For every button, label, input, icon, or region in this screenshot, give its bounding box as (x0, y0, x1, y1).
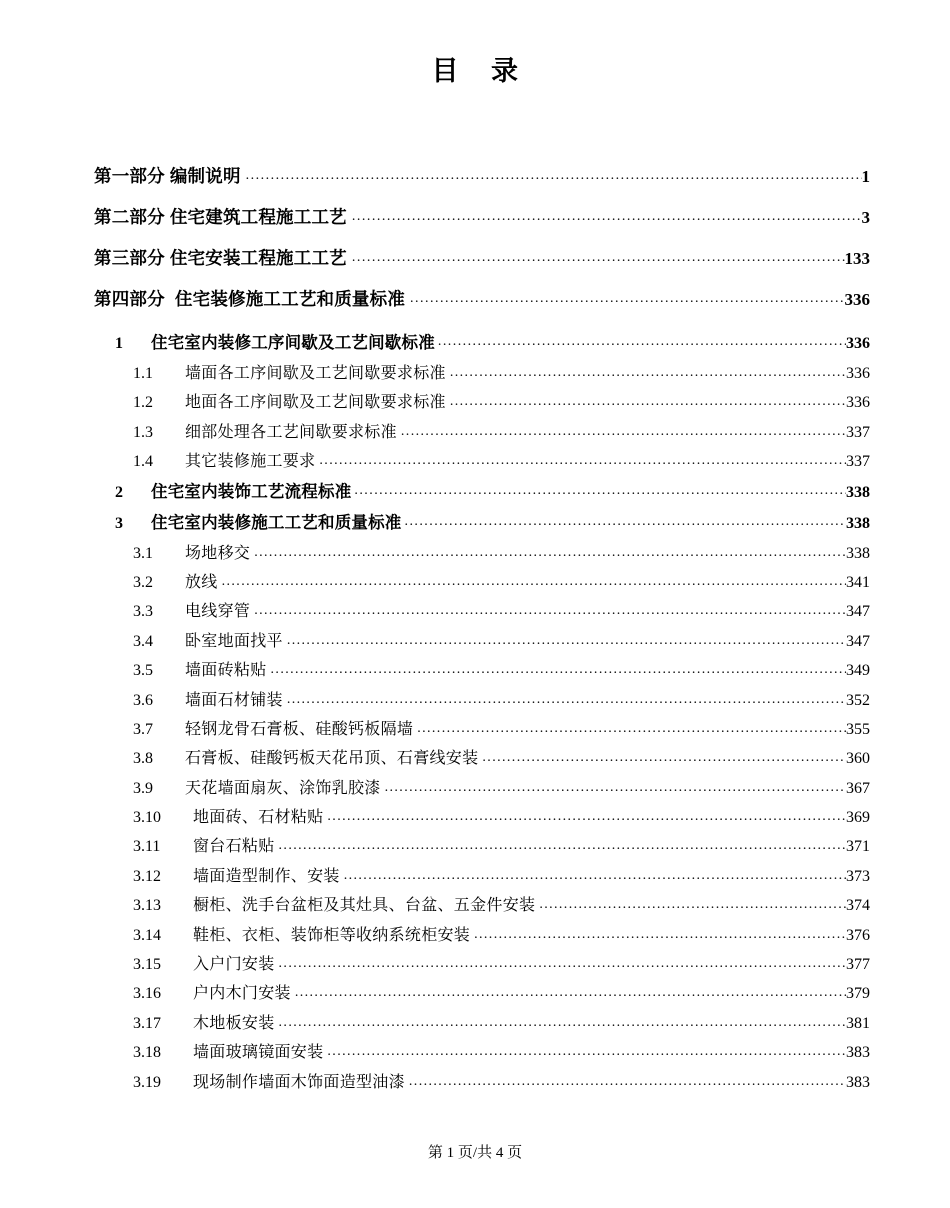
toc-dot-leader (478, 751, 846, 765)
toc-entry-title: 住宅室内装修施工工艺和质量标准 (151, 513, 402, 532)
toc-dot-leader (446, 366, 846, 380)
toc-dot-leader (405, 292, 844, 306)
toc-dot-leader (241, 169, 862, 183)
toc-entry-page-number: 383 (846, 1044, 870, 1062)
toc-entry-number: 3.19 (133, 1073, 161, 1091)
toc-dot-leader (291, 986, 846, 1000)
toc-dot-leader (323, 810, 846, 824)
toc-entry-page-number: 1 (861, 167, 870, 186)
toc-entry-title: 第一部分 编制说明 (94, 166, 241, 186)
toc-entry-page-number: 383 (846, 1073, 870, 1091)
toc-entry-title: 墙面各工序间歇及工艺间歇要求标准 (185, 365, 446, 382)
toc-dot-leader (535, 898, 846, 912)
toc-entry-number: 3.3 (133, 603, 153, 621)
toc-dot-leader (323, 1045, 846, 1059)
toc-dot-leader (405, 1075, 846, 1089)
toc-dot-leader (347, 251, 845, 265)
toc-entry-page-number: 338 (846, 483, 870, 501)
toc-entry-level-3[interactable] (94, 833, 870, 862)
table-of-contents (94, 163, 870, 1098)
toc-entry-title: 细部处理各工艺间歇要求标准 (185, 423, 397, 441)
toc-entry-number: 1.1 (133, 365, 153, 382)
toc-entry-title: 天花墙面扇灰、涂饰乳胶漆 (185, 779, 381, 797)
toc-entry-level-3[interactable] (94, 1039, 870, 1068)
toc-entry-page-number: 355 (846, 720, 870, 738)
toc-entry-number: 3.18 (133, 1044, 161, 1062)
toc-entry-page-number: 347 (846, 603, 870, 621)
toc-entry-level-3[interactable] (94, 687, 870, 716)
toc-entry-title: 住宅室内装修工序间歇及工艺间歇标准 (151, 334, 435, 352)
toc-entry-title: 窗台石粘贴 (193, 838, 275, 856)
toc-entry-title: 场地移交 (185, 544, 251, 562)
toc-entry-title: 墙面砖粘贴 (185, 662, 267, 680)
toc-entry-title: 地面砖、石材粘贴 (193, 809, 324, 827)
toc-entry-page-number: 371 (846, 838, 870, 856)
toc-entry-level-3[interactable] (94, 628, 870, 657)
toc-entry-level-3[interactable] (94, 569, 870, 598)
toc-entry-page-number: 377 (846, 956, 870, 974)
toc-entry-title: 墙面造型制作、安装 (193, 867, 340, 885)
toc-entry-number: 3.15 (133, 956, 161, 974)
toc-entry-number: 1.4 (133, 453, 153, 471)
toc-entry-title: 户内木门安装 (193, 985, 291, 1003)
toc-entry-title: 轻钢龙骨石膏板、硅酸钙板隔墙 (185, 720, 414, 738)
toc-entry-level-2[interactable] (94, 509, 870, 540)
toc-entry-level-3[interactable] (94, 540, 870, 569)
toc-entry-number: 3 (115, 514, 123, 532)
toc-entry-level-3[interactable] (94, 804, 870, 833)
toc-entry-title: 放线 (185, 573, 218, 591)
toc-entry-level-3[interactable] (94, 419, 870, 448)
toc-entry-level-3[interactable] (94, 951, 870, 980)
toc-entry-number: 3.14 (133, 926, 161, 944)
toc-entry-level-1[interactable] (94, 245, 870, 286)
toc-entry-number: 3.13 (133, 897, 161, 915)
toc-dot-leader (347, 210, 862, 224)
toc-dot-leader (446, 395, 846, 409)
toc-entry-page-number: 133 (844, 249, 870, 268)
toc-entry-level-1[interactable] (94, 163, 870, 204)
toc-entry-page-number: 360 (846, 750, 870, 768)
toc-dot-leader (413, 722, 846, 736)
toc-entry-number: 3.8 (133, 750, 153, 768)
toc-entry-number: 1 (115, 335, 123, 352)
toc-dot-leader (381, 781, 846, 795)
toc-entry-page-number: 337 (846, 453, 870, 471)
toc-entry-page-number: 376 (846, 926, 870, 944)
toc-entry-level-1[interactable] (94, 204, 870, 245)
toc-entry-level-3[interactable] (94, 657, 870, 686)
toc-entry-level-1[interactable] (94, 286, 870, 327)
toc-entry-page-number: 347 (846, 632, 870, 650)
toc-entry-title: 卧室地面找平 (185, 632, 283, 650)
toc-entry-page-number: 336 (846, 365, 870, 382)
toc-dot-leader (435, 335, 846, 349)
toc-entry-title: 橱柜、洗手台盆柜及其灶具、台盆、五金件安装 (193, 897, 536, 915)
toc-dot-leader (351, 484, 846, 498)
toc-entry-title: 地面各工序间歇及工艺间歇要求标准 (185, 394, 446, 412)
toc-entry-title: 入户门安装 (193, 956, 275, 974)
toc-entry-page-number: 369 (846, 809, 870, 827)
toc-entry-title: 鞋柜、衣柜、装饰柜等收纳系统柜安装 (193, 926, 471, 944)
page-title: 目 录 (431, 56, 519, 86)
toc-entry-page-number: 336 (846, 394, 870, 412)
toc-entry-level-3[interactable] (94, 745, 870, 774)
toc-entry-level-2[interactable] (94, 329, 870, 360)
toc-entry-level-3[interactable] (94, 716, 870, 745)
toc-dot-leader (218, 575, 846, 589)
toc-dot-leader (397, 425, 846, 439)
toc-entry-page-number: 367 (846, 779, 870, 797)
toc-entry-number: 3.4 (133, 632, 153, 650)
toc-entry-number: 2 (115, 483, 123, 501)
toc-entry-title: 现场制作墙面木饰面造型油漆 (193, 1073, 405, 1091)
toc-dot-leader (267, 663, 846, 677)
toc-entry-level-3[interactable] (94, 922, 870, 951)
toc-entry-title: 住宅室内装饰工艺流程标准 (151, 482, 352, 501)
toc-entry-number: 3.6 (133, 691, 153, 709)
toc-entry-level-3[interactable] (94, 448, 870, 477)
toc-entry-page-number: 3 (861, 208, 870, 227)
toc-dot-leader (340, 869, 846, 883)
toc-entry-number: 3.2 (133, 573, 153, 591)
toc-entry-page-number: 349 (846, 662, 870, 680)
toc-dot-leader (283, 634, 846, 648)
toc-entry-number: 3.1 (133, 544, 153, 562)
toc-dot-leader (275, 1016, 846, 1030)
toc-dot-leader (275, 957, 846, 971)
toc-entry-title: 第四部分 住宅装修施工工艺和质量标准 (94, 289, 406, 309)
toc-entry-title: 石膏板、硅酸钙板天花吊顶、石膏线安装 (185, 750, 479, 768)
toc-entry-page-number: 336 (846, 335, 870, 352)
toc-entry-number: 3.17 (133, 1014, 161, 1032)
toc-entry-title: 电线穿管 (185, 603, 251, 621)
toc-entry-number: 1.2 (133, 394, 153, 412)
toc-entry-page-number: 341 (846, 573, 870, 591)
toc-entry-number: 3.7 (133, 720, 153, 738)
toc-entry-level-3[interactable] (94, 892, 870, 921)
toc-entry-number: 3.12 (133, 867, 161, 885)
toc-entry-page-number: 352 (846, 691, 870, 709)
toc-entry-number: 1.3 (133, 423, 153, 441)
toc-entry-title: 墙面石材铺装 (185, 691, 283, 709)
toc-dot-leader (402, 515, 847, 529)
toc-entry-number: 3.5 (133, 662, 153, 680)
toc-entry-page-number: 338 (846, 544, 870, 562)
toc-entry-page-number: 381 (846, 1014, 870, 1032)
toc-dot-leader (470, 928, 846, 942)
toc-entry-level-3[interactable] (94, 360, 870, 389)
toc-entry-number: 3.16 (133, 985, 161, 1003)
toc-entry-page-number: 374 (846, 897, 870, 915)
toc-dot-leader (250, 604, 846, 618)
toc-entry-level-3[interactable] (94, 863, 870, 892)
toc-entry-page-number: 336 (844, 290, 870, 309)
toc-entry-level-3[interactable] (94, 389, 870, 418)
toc-dot-leader (250, 546, 846, 560)
toc-dot-leader (275, 839, 846, 853)
toc-entry-level-3[interactable] (94, 1069, 870, 1098)
toc-entry-page-number: 373 (846, 867, 870, 885)
toc-entry-page-number: 379 (846, 985, 870, 1003)
toc-entry-page-number: 337 (846, 423, 870, 441)
toc-entry-level-3[interactable] (94, 980, 870, 1009)
toc-entry-title: 第三部分 住宅安装工程施工工艺 (94, 248, 347, 268)
toc-dot-leader (315, 454, 846, 468)
toc-entry-number: 3.11 (133, 838, 161, 856)
toc-entry-number: 3.10 (133, 809, 161, 827)
toc-entry-title: 第二部分 住宅建筑工程施工工艺 (94, 207, 347, 227)
toc-entry-number: 3.9 (133, 779, 153, 797)
toc-entry-level-2[interactable] (94, 478, 870, 509)
toc-entry-level-3[interactable] (94, 1010, 870, 1039)
toc-entry-level-3[interactable] (94, 775, 870, 804)
toc-entry-page-number: 338 (846, 514, 870, 532)
toc-dot-leader (283, 693, 846, 707)
toc-entry-level-3[interactable] (94, 598, 870, 627)
toc-entry-title: 墙面玻璃镜面安装 (193, 1044, 324, 1062)
toc-entry-title: 其它装修施工要求 (185, 453, 316, 471)
page-footer: 第 1 页/共 4 页 (427, 1145, 523, 1161)
toc-entry-title: 木地板安装 (193, 1014, 275, 1032)
